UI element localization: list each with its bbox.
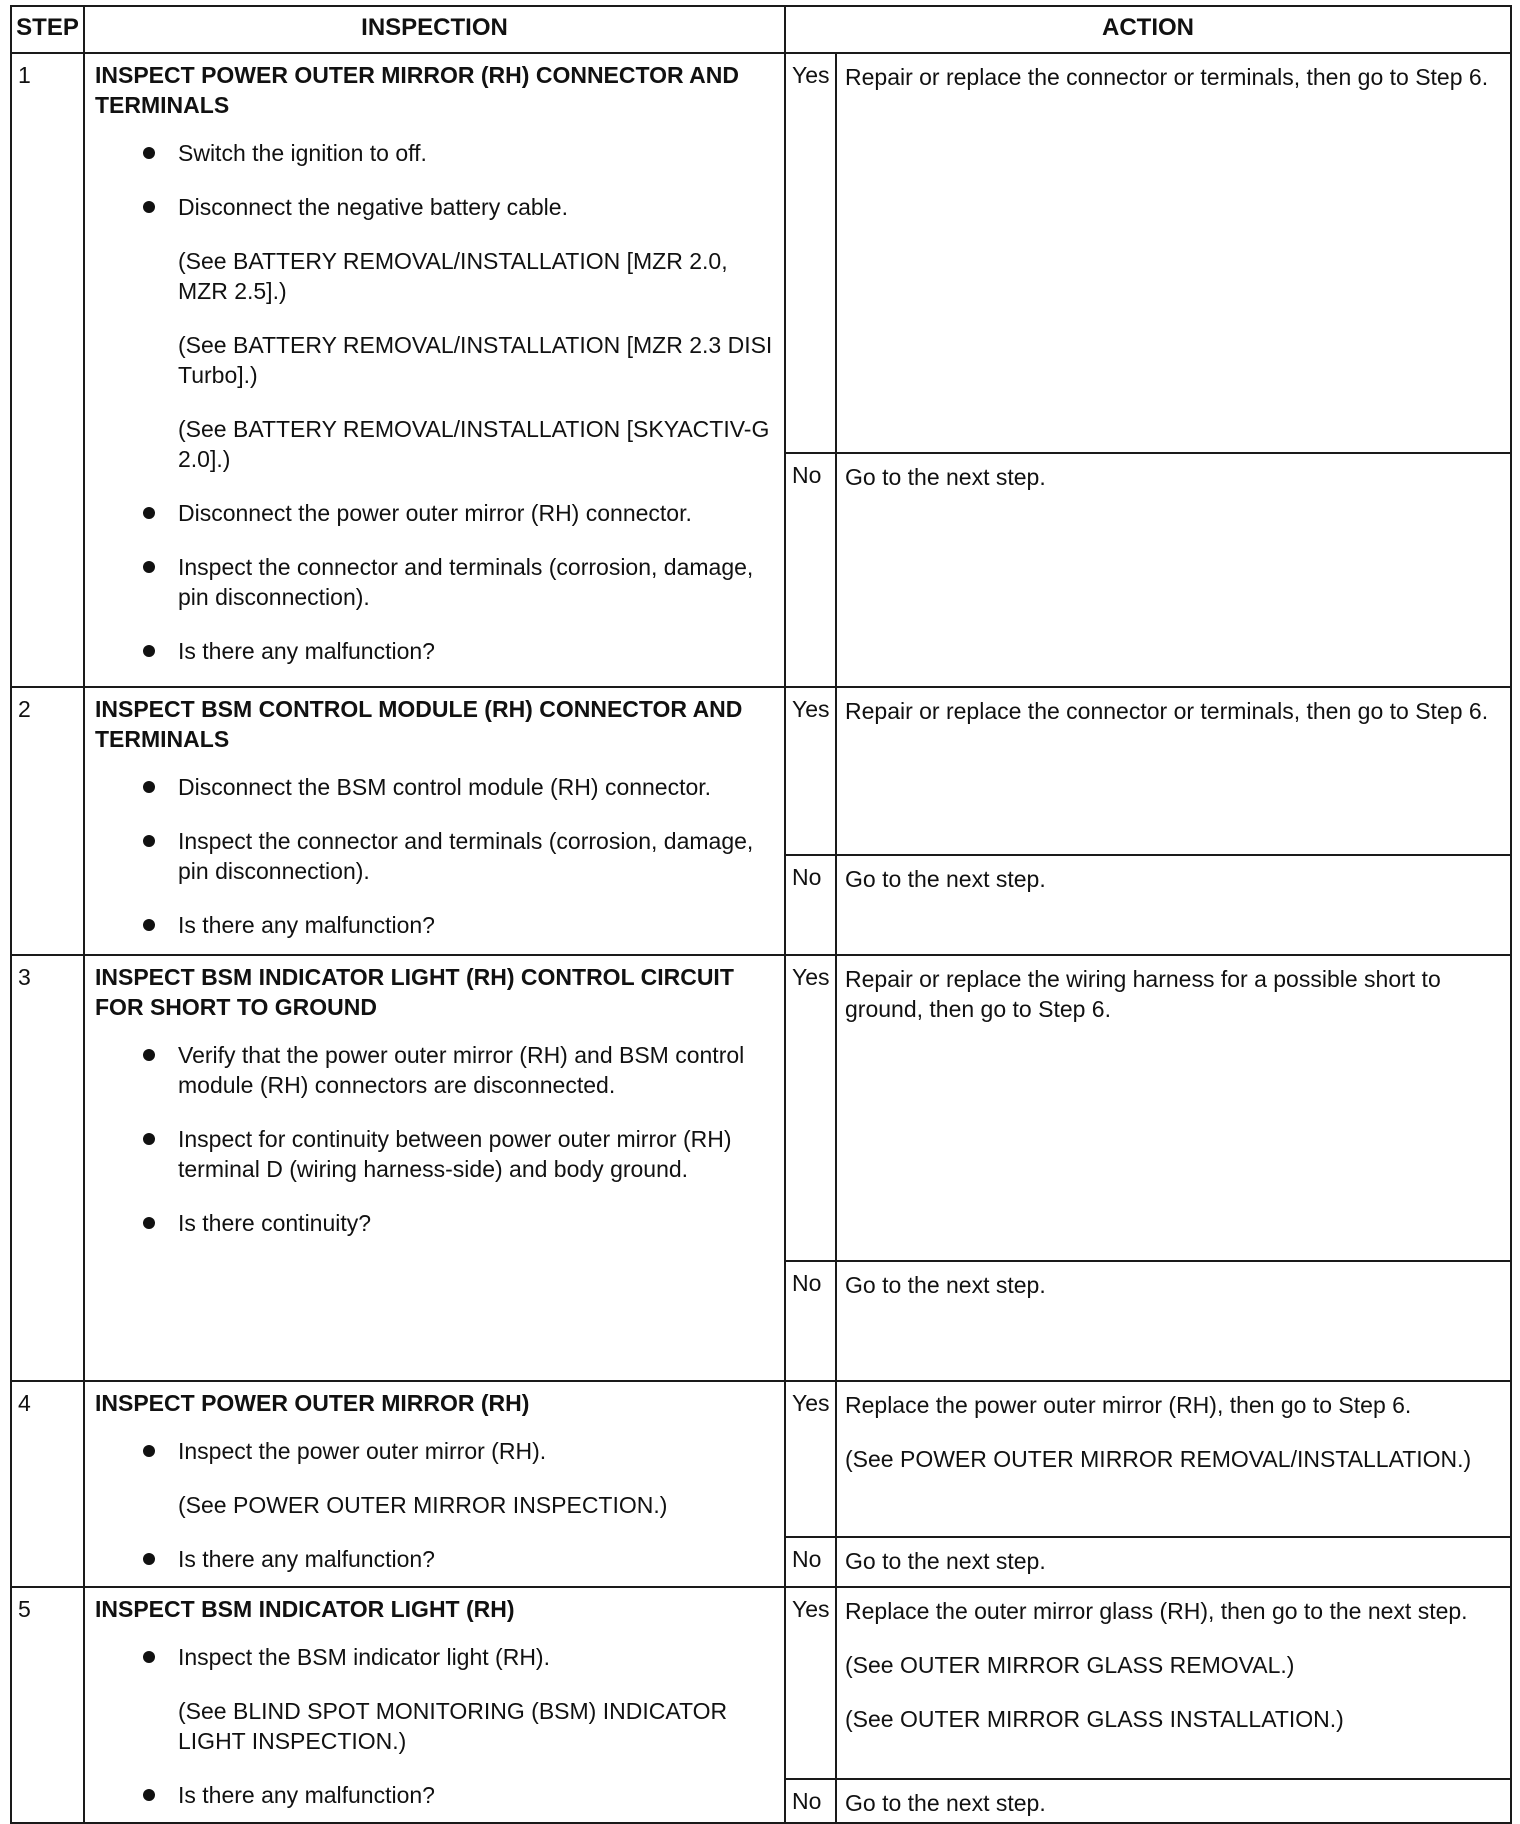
inspection-bullet	[95, 138, 774, 168]
bullet-dot-icon	[143, 201, 155, 213]
action-text: (See OUTER MIRROR GLASS INSTALLATION.)	[845, 1706, 1344, 1732]
yes-label: Yes	[785, 687, 836, 855]
action-text: Replace the outer mirror glass (RH), then go to the next step.	[845, 1598, 1468, 1624]
action-text: Go to the next step.	[845, 464, 1046, 490]
diagnostic-procedure-sheet	[10, 5, 1512, 1824]
yes-label: Yes	[785, 955, 836, 1261]
yes-action	[836, 955, 1511, 1261]
inspection-bullet	[95, 826, 774, 886]
step-title: INSPECT BSM INDICATOR LIGHT (RH)	[95, 1596, 515, 1622]
bullet-text: Is there any malfunction?	[178, 912, 435, 938]
diagnostic-table	[10, 5, 1512, 1824]
bullet-dot-icon	[143, 147, 155, 159]
bullet-text: Switch the ignition to off.	[178, 140, 427, 166]
action-text: Replace the power outer mirror (RH), then go to Step 6.	[845, 1392, 1412, 1418]
bullet-text: Disconnect the BSM control module (RH) connector.	[178, 774, 712, 800]
bullet-text: Inspect for continuity between power outer mirror (RH) terminal D (wiring harness-side) and body ground.	[178, 1126, 732, 1182]
bullet-text: Is there any malfunction?	[178, 1782, 435, 1808]
inspection-bullet	[95, 1040, 774, 1100]
table-header-row	[11, 6, 1511, 53]
action-text: (See POWER OUTER MIRROR REMOVAL/INSTALLATION.)	[845, 1446, 1472, 1472]
bullet-dot-icon	[143, 835, 155, 847]
bullet-dot-icon	[143, 781, 155, 793]
bullet-dot-icon	[143, 507, 155, 519]
bullet-dot-icon	[143, 1049, 155, 1061]
bullet-text: Is there any malfunction?	[178, 1546, 435, 1572]
bullet-dot-icon	[143, 1217, 155, 1229]
action-text: Repair or replace the connector or terminals, then go to Step 6.	[845, 698, 1489, 724]
bullet-text: Inspect the power outer mirror (RH).	[178, 1438, 547, 1464]
inspection-bullet	[95, 1208, 774, 1238]
inspection-bullet	[95, 910, 774, 940]
no-label: No	[785, 855, 836, 955]
step-number: 4	[11, 1381, 84, 1587]
inspection-bullet	[95, 636, 774, 666]
no-action	[836, 1537, 1511, 1587]
yes-action	[836, 1587, 1511, 1779]
bullet-dot-icon	[143, 919, 155, 931]
action-text: Repair or replace the connector or terminals, then go to Step 6.	[845, 64, 1489, 90]
bullet-text: Disconnect the negative battery cable.	[178, 194, 568, 220]
inspection-cell	[84, 53, 785, 687]
step-title: INSPECT POWER OUTER MIRROR (RH) CONNECTOR AND TERMINALS	[95, 62, 739, 118]
action-text: Go to the next step.	[845, 1548, 1046, 1574]
reference-note: (See BATTERY REMOVAL/INSTALLATION [SKYACTIV-G 2.0].)	[178, 416, 770, 472]
no-label: No	[785, 1537, 836, 1587]
yes-action	[836, 687, 1511, 855]
step-number: 1	[11, 53, 84, 687]
action-text: (See OUTER MIRROR GLASS REMOVAL.)	[845, 1652, 1295, 1678]
inspection-bullet	[95, 772, 774, 802]
yes-label: Yes	[785, 1587, 836, 1779]
no-action	[836, 453, 1511, 687]
bullet-dot-icon	[143, 645, 155, 657]
action-text: Repair or replace the wiring harness for a possible short to ground, then go to Step 6.	[845, 966, 1441, 1022]
bullet-text: Inspect the connector and terminals (corrosion, damage, pin disconnection).	[178, 554, 754, 610]
inspection-cell	[84, 687, 785, 955]
yes-label: Yes	[785, 1381, 836, 1537]
no-label: No	[785, 1779, 836, 1823]
inspection-bullet	[95, 192, 774, 222]
no-action	[836, 1779, 1511, 1823]
inspection-bullet	[95, 1780, 774, 1810]
step-number: 3	[11, 955, 84, 1381]
inspection-cell	[84, 1381, 785, 1587]
inspection-bullet	[95, 1124, 774, 1184]
table-body	[11, 53, 1511, 1823]
reference-note: (See BLIND SPOT MONITORING (BSM) INDICATOR LIGHT INSPECTION.)	[178, 1698, 728, 1754]
no-action	[836, 855, 1511, 955]
step-number: 5	[11, 1587, 84, 1823]
step-row	[11, 1381, 1511, 1537]
step-row	[11, 53, 1511, 453]
reference-note: (See BATTERY REMOVAL/INSTALLATION [MZR 2.3 DISI Turbo].)	[178, 332, 773, 388]
step-row	[11, 955, 1511, 1261]
inspection-cell	[84, 1587, 785, 1823]
step-title: INSPECT POWER OUTER MIRROR (RH)	[95, 1390, 530, 1416]
reference-note: (See POWER OUTER MIRROR INSPECTION.)	[178, 1492, 668, 1518]
header-action: ACTION	[785, 6, 1511, 53]
bullet-dot-icon	[143, 1651, 155, 1663]
bullet-text: Disconnect the power outer mirror (RH) connector.	[178, 500, 692, 526]
step-title: INSPECT BSM INDICATOR LIGHT (RH) CONTROL CIRCUIT FOR SHORT TO GROUND	[95, 964, 734, 1020]
bullet-dot-icon	[143, 1553, 155, 1565]
bullet-text: Inspect the connector and terminals (corrosion, damage, pin disconnection).	[178, 828, 754, 884]
step-number: 2	[11, 687, 84, 955]
bullet-text: Inspect the BSM indicator light (RH).	[178, 1644, 550, 1670]
inspection-bullet	[95, 552, 774, 612]
bullet-text: Verify that the power outer mirror (RH) and BSM control module (RH) connectors are disconnected.	[178, 1042, 745, 1098]
inspection-bullet	[95, 498, 774, 528]
yes-action	[836, 53, 1511, 453]
bullet-dot-icon	[143, 1789, 155, 1801]
action-text: Go to the next step.	[845, 1790, 1046, 1816]
bullet-dot-icon	[143, 1445, 155, 1457]
inspection-cell	[84, 955, 785, 1381]
inspection-bullet	[95, 1436, 774, 1466]
yes-action	[836, 1381, 1511, 1537]
step-title: INSPECT BSM CONTROL MODULE (RH) CONNECTOR AND TERMINALS	[95, 696, 743, 752]
bullet-dot-icon	[143, 1133, 155, 1145]
step-row	[11, 687, 1511, 855]
inspection-bullet	[95, 1642, 774, 1672]
bullet-text: Is there continuity?	[178, 1210, 372, 1236]
step-row	[11, 1587, 1511, 1779]
reference-note: (See BATTERY REMOVAL/INSTALLATION [MZR 2.0, MZR 2.5].)	[178, 248, 728, 304]
no-label: No	[785, 453, 836, 687]
no-label: No	[785, 1261, 836, 1381]
header-inspection: INSPECTION	[84, 6, 785, 53]
no-action	[836, 1261, 1511, 1381]
action-text: Go to the next step.	[845, 1272, 1046, 1298]
bullet-text: Is there any malfunction?	[178, 638, 435, 664]
bullet-dot-icon	[143, 561, 155, 573]
yes-label: Yes	[785, 53, 836, 453]
action-text: Go to the next step.	[845, 866, 1046, 892]
inspection-bullet	[95, 1544, 774, 1574]
header-step: STEP	[11, 6, 84, 53]
